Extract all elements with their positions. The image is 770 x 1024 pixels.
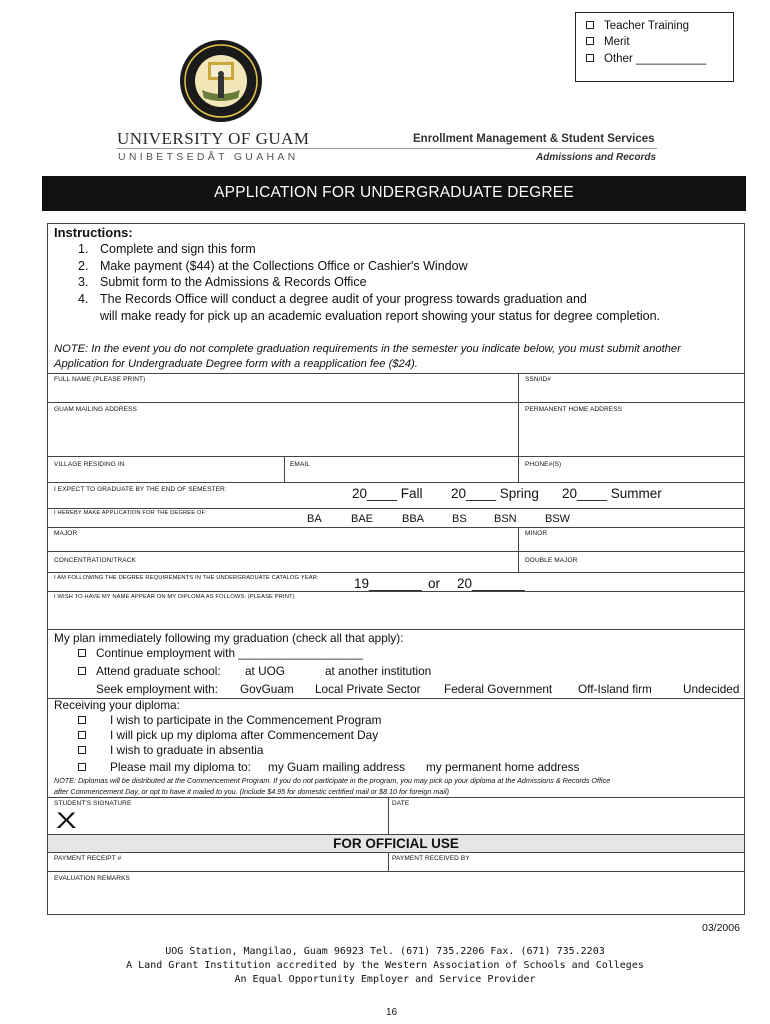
instruction-1: Complete and sign this form	[100, 242, 256, 256]
checkbox-icon[interactable]	[78, 731, 86, 739]
title-banner	[42, 176, 746, 211]
catalog-year-20[interactable]: 20_______	[457, 576, 525, 591]
university-name: UNIVERSITY OF GUAM	[117, 129, 310, 148]
checkbox-teacher-training[interactable]: Teacher Training	[586, 20, 689, 32]
evaluation-remarks-field[interactable]: EVALUATION REMARKS	[54, 875, 130, 882]
col-divider	[388, 797, 389, 834]
phone-field[interactable]: PHONE#(S)	[525, 461, 562, 468]
row-divider	[47, 508, 745, 509]
checkbox-icon[interactable]	[78, 746, 86, 754]
seek-govguam[interactable]: GovGuam	[240, 682, 294, 696]
instruction-num-1: 1.	[78, 242, 89, 256]
diploma-mail-guam[interactable]: my Guam mailing address	[268, 760, 406, 774]
checkbox-icon[interactable]	[78, 649, 86, 657]
plan-at-uog[interactable]: at UOG	[245, 664, 285, 678]
instructions-heading: Instructions:	[54, 225, 133, 240]
instruction-num-2: 2.	[78, 259, 89, 273]
form-title: APPLICATION FOR UNDERGRADUATE DEGREE	[214, 184, 574, 201]
form-revision-date: 03/2006	[702, 922, 740, 934]
footer-address: UOG Station, Mangilao, Guam 96923 Tel. (671) 735.2206 Fax. (671) 735.2203	[165, 946, 605, 957]
signature-x-mark: X	[56, 808, 77, 833]
row-divider	[47, 551, 745, 552]
plan-continue-employment[interactable]: Continue employment with ___________________	[78, 646, 363, 660]
row-divider	[47, 797, 745, 798]
row-divider	[47, 482, 745, 483]
col-divider	[518, 373, 519, 483]
payment-receipt-field[interactable]: PAYMENT RECEIPT #	[54, 855, 122, 862]
plan-graduate-school[interactable]: Attend graduate school:	[78, 664, 221, 678]
university-seal-logo	[178, 38, 264, 124]
date-field[interactable]: DATE	[392, 800, 410, 807]
instruction-3: Submit form to the Admissions & Records Office	[100, 275, 367, 289]
graduate-semester-label: I EXPECT TO GRADUATE BY THE END OF SEMESTER:	[54, 486, 227, 493]
plan-at-another[interactable]: at another institution	[325, 664, 432, 678]
row-divider	[47, 527, 745, 528]
ssn-field[interactable]: SSN/ID#	[525, 376, 551, 383]
payment-received-by-field[interactable]: PAYMENT RECEIVED BY	[392, 855, 470, 862]
checkbox-icon[interactable]	[78, 667, 86, 675]
double-major-field[interactable]: DOUBLE MAJOR	[525, 557, 578, 564]
diploma-heading: Receiving your diploma:	[54, 698, 180, 712]
checkbox-icon[interactable]	[586, 21, 594, 29]
email-field[interactable]: EMAIL	[290, 461, 311, 468]
department-name: Enrollment Management & Student Services	[413, 133, 655, 145]
catalog-year-19[interactable]: 19_______	[354, 576, 422, 591]
col-divider	[388, 852, 389, 871]
diploma-note-2: after Commencement Day, or opt to have it mailed to you. (Include $4.95 for domestic certified mail or $8.10 for foreign mail)	[54, 787, 449, 796]
checkbox-icon[interactable]	[586, 54, 594, 62]
instructions-note-2: Application for Undergraduate Degree form with a reapplication fee ($24).	[54, 358, 418, 370]
semester-spring[interactable]: 20____ Spring	[451, 486, 539, 501]
row-divider	[47, 591, 745, 592]
plan-seek-label: Seek employment with:	[96, 682, 218, 696]
signature-field[interactable]: STUDENT'S SIGNATURE	[54, 800, 132, 807]
footer-accreditation: A Land Grant Institution accredited by the Western Association of Schools and Colleges	[126, 960, 644, 971]
diploma-mail[interactable]: Please mail my diploma to:	[78, 760, 251, 774]
minor-field[interactable]: MINOR	[525, 530, 548, 537]
form-outline	[47, 223, 745, 915]
permanent-address-field[interactable]: PERMANENT HOME ADDRESS	[525, 406, 623, 413]
checkbox-icon[interactable]	[78, 716, 86, 724]
degree-ba[interactable]: BA	[307, 513, 322, 525]
official-use-banner	[48, 835, 744, 852]
row-divider	[47, 629, 745, 630]
col-divider	[518, 527, 519, 572]
checkbox-icon[interactable]	[586, 37, 594, 45]
degree-bae[interactable]: BAE	[351, 513, 374, 525]
semester-summer[interactable]: 20____ Summer	[562, 486, 662, 501]
catalog-year-label: I AM FOLLOWING THE DEGREE REQUIREMENTS IN THE UNDERGRADUATE CATALOG YEAR:	[54, 575, 319, 581]
diploma-absentia[interactable]: I wish to graduate in absentia	[78, 743, 263, 757]
instruction-num-3: 3.	[78, 275, 89, 289]
page-number: 16	[386, 1007, 398, 1018]
degree-bs[interactable]: BS	[452, 513, 467, 525]
instructions-note-1: NOTE: In the event you do not complete graduation requirements in the semester you indicate below, you must submit another	[54, 343, 681, 355]
row-divider	[47, 402, 745, 403]
footer-eoe: An Equal Opportunity Employer and Service Provider	[234, 974, 536, 985]
instruction-4-continued: will make ready for pick up an academic evaluation report showing your status for degree completion.	[100, 309, 661, 323]
major-field[interactable]: MAJOR	[54, 530, 78, 537]
full-name-field[interactable]: FULL NAME (PLEASE PRINT)	[54, 376, 146, 383]
diploma-note-1: NOTE: Diplomas will be distributed at the Commencement Program. If you do not participate in the program, you may pick up your diploma at the Admissions & Records Office	[54, 776, 611, 785]
row-divider	[47, 852, 745, 853]
university-name-chamorro: UNIBETSEDÅT GUAHAN	[118, 151, 299, 163]
funding-checkbox-box	[575, 12, 734, 82]
instruction-4: The Records Office will conduct a degree audit of your progress towards graduation and	[100, 292, 587, 306]
seek-undecided[interactable]: Undecided	[683, 682, 740, 696]
row-divider	[47, 871, 745, 872]
official-use-heading: FOR OFFICIAL USE	[333, 836, 459, 851]
degree-label: I HEREBY MAKE APPLICATION FOR THE DEGREE OF:	[54, 510, 207, 516]
row-divider	[47, 456, 745, 457]
checkbox-icon[interactable]	[78, 763, 86, 771]
row-divider	[47, 572, 745, 573]
guam-address-field[interactable]: GUAM MAILING ADDRESS	[54, 406, 137, 413]
seek-federal[interactable]: Federal Government	[444, 682, 553, 696]
checkbox-other[interactable]: Other ___________	[586, 53, 706, 65]
diploma-name-field[interactable]: I WISH TO HAVE MY NAME APPEAR ON MY DIPLOMA AS FOLLOWS: (PLEASE PRINT)	[54, 594, 295, 600]
office-name: Admissions and Records	[536, 152, 657, 163]
degree-bsw[interactable]: BSW	[545, 513, 571, 525]
degree-bsn[interactable]: BSN	[494, 513, 517, 525]
village-field[interactable]: VILLAGE RESIDING IN	[54, 461, 125, 468]
instruction-num-4: 4.	[78, 292, 89, 306]
diploma-mail-permanent[interactable]: my permanent home address	[426, 760, 580, 774]
diploma-participate[interactable]: I wish to participate in the Commencement Program	[78, 713, 381, 727]
checkbox-merit[interactable]: Merit	[586, 36, 630, 48]
seek-private[interactable]: Local Private Sector	[315, 682, 421, 696]
row-divider	[47, 373, 745, 374]
concentration-field[interactable]: CONCENTRATION/TRACK	[54, 557, 136, 564]
plans-heading: My plan immediately following my graduation (check all that apply):	[54, 631, 404, 645]
col-divider	[284, 456, 285, 482]
semester-fall[interactable]: 20____ Fall	[352, 486, 423, 501]
degree-bba[interactable]: BBA	[402, 513, 425, 525]
catalog-or: or	[428, 576, 441, 591]
diploma-pickup[interactable]: I will pick up my diploma after Commencement Day	[78, 728, 378, 742]
header-divider	[117, 148, 657, 149]
instruction-2: Make payment ($44) at the Collections Office or Cashier's Window	[100, 259, 468, 273]
seek-offisland[interactable]: Off-Island firm	[578, 682, 652, 696]
